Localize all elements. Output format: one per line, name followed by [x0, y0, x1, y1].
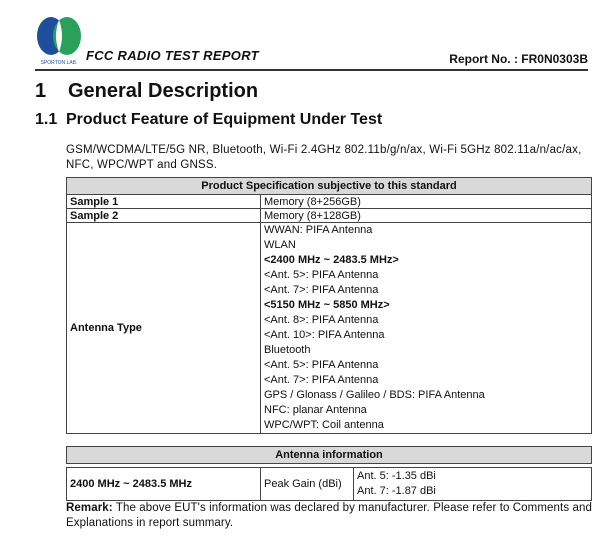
report-header	[0, 0, 600, 72]
remark-text: The above EUT's information was declared by manufacturer. Please refer to Comments and Explanations in report summary.	[66, 502, 592, 529]
subsection-title: Product Feature of Equipment Under Test	[66, 111, 383, 128]
sample-1-label: Sample 1	[67, 195, 261, 209]
antenna-info-table	[66, 446, 592, 501]
antenna-frequency: 2400 MHz ~ 2483.5 MHz	[67, 468, 261, 501]
antenna-table-header	[67, 447, 592, 464]
antenna-line: Bluetooth	[264, 344, 311, 356]
antenna-line: <Ant. 10>: PIFA Antenna	[264, 329, 385, 341]
section-number: 1	[35, 80, 47, 102]
peak-gain-label: Peak Gain (dBi)	[261, 468, 354, 501]
sporton-logo-icon	[35, 14, 83, 66]
subsection-heading	[35, 111, 382, 129]
antenna-type-label: Antenna Type	[67, 223, 261, 434]
antenna-table-title: Antenna information	[67, 447, 592, 464]
antenna-line: <5150 MHz ~ 5850 MHz>	[264, 299, 390, 311]
antenna-line: <Ant. 7>: PIFA Antenna	[264, 284, 379, 296]
antenna-line: NFC: planar Antenna	[264, 404, 367, 416]
antenna-type-list	[261, 223, 592, 434]
antenna-line: <Ant. 7>: PIFA Antenna	[264, 374, 379, 386]
table-row	[67, 468, 592, 501]
gain-ant-7: Ant. 7: -1.87 dBi	[357, 485, 436, 497]
header-divider	[35, 69, 588, 71]
sample-2-label: Sample 2	[67, 209, 261, 223]
remark-label: Remark:	[66, 502, 113, 514]
antenna-line: <Ant. 5>: PIFA Antenna	[264, 359, 379, 371]
report-number: Report No. : FR0N0303B	[449, 52, 588, 66]
table-row	[67, 223, 592, 434]
logo-text: SPORTON LAB.	[40, 60, 78, 66]
section-heading	[35, 80, 258, 103]
product-spec-table	[66, 177, 592, 434]
antenna-line: <Ant. 5>: PIFA Antenna	[264, 269, 379, 281]
gain-ant-5: Ant. 5: -1.35 dBi	[357, 470, 436, 482]
antenna-line: WWAN: PIFA Antenna	[264, 224, 373, 236]
subsection-number: 1.1	[35, 111, 58, 128]
intro-paragraph: GSM/WCDMA/LTE/5G NR, Bluetooth, Wi-Fi 2.4GHz 802.11b/g/n/ax, Wi-Fi 5GHz 802.11a/n/ac/ax, NFC, WPC/WPT and GNSS.	[66, 144, 582, 171]
spec-table-title: Product Specification subjective to this standard	[67, 178, 592, 195]
sample-2-value: Memory (8+128GB)	[261, 209, 592, 223]
spec-table-header	[67, 178, 592, 195]
antenna-line: WLAN	[264, 239, 296, 251]
sample-1-value: Memory (8+256GB)	[261, 195, 592, 209]
antenna-line: WPC/WPT: Coil antenna	[264, 419, 384, 431]
table-row	[67, 209, 592, 223]
antenna-line: <Ant. 8>: PIFA Antenna	[264, 314, 379, 326]
antenna-line: <2400 MHz ~ 2483.5 MHz>	[264, 254, 399, 266]
gain-values	[354, 468, 592, 501]
report-title: FCC RADIO TEST REPORT	[86, 48, 259, 63]
section-title: General Description	[68, 80, 259, 102]
antenna-line: GPS / Glonass / Galileo / BDS: PIFA Antenna	[264, 389, 485, 401]
table-row	[67, 195, 592, 209]
remark-paragraph	[66, 501, 596, 531]
